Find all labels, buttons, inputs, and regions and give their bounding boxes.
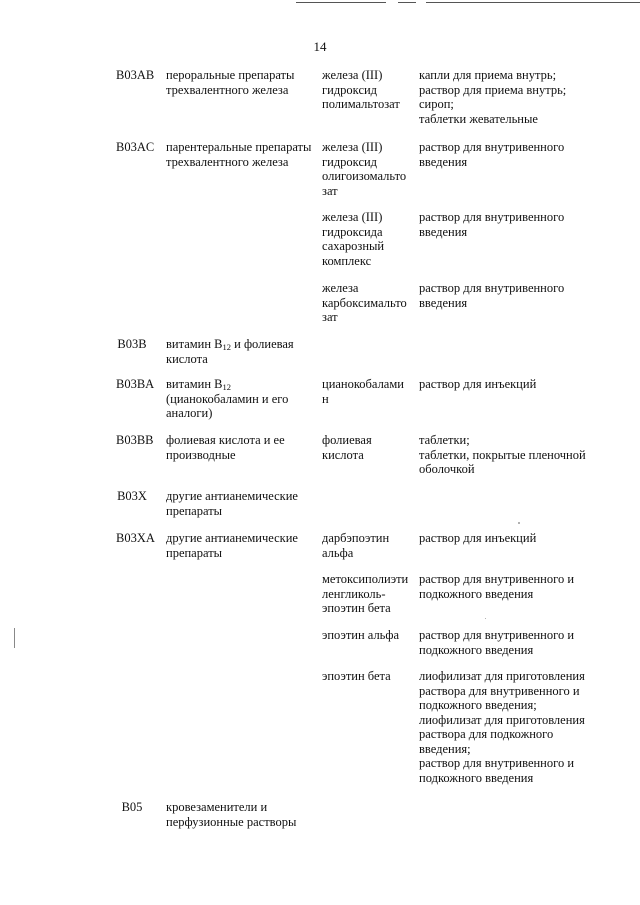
atc-code: B03AC [116,140,155,154]
pharmacological-group: парентеральные препараты трехвалентного железа [166,140,312,169]
drug-name: железа карбоксимальто зат [322,281,407,324]
atc-code: B03BB [116,433,154,447]
dosage-forms: капли для приема внутрь; раствор для приема внутрь; сироп; таблетки жевательные [419,68,567,126]
drug-name: железа (III) гидроксид полимальтозат [322,68,400,111]
pharmacological-group [166,377,318,421]
drug-name: дарбэпоэтин альфа [322,531,390,560]
pharmacological-group: фолиевая кислота и ее производные [166,433,285,462]
subscript-number: 12 [222,342,232,352]
dosage-forms: раствор для внутривенного и подкожного введения [419,572,575,601]
drug-name: фолиевая кислота [322,433,372,462]
dosage-forms: лиофилизат для приготовления раствора для внутривенного и подкожного введения; лиофилизат для приготовления раствора для подкожного введения; раствор для внутривенного и подкожного введения [419,669,585,785]
group-text: витамин B [166,377,223,391]
dosage-forms: раствор для внутривенного и подкожного введения [419,628,575,657]
page-number: 14 [313,39,327,54]
dosage-forms: раствор для внутривенного введения [419,140,565,169]
scan-margin-mark [14,628,15,648]
drug-name: цианокобалами н [322,377,404,406]
scan-speck [485,618,486,619]
dosage-forms: таблетки; таблетки, покрытые пленочной оболочкой [419,433,586,476]
drug-name: метоксиполиэти ленгликоль- эпоэтин бета [322,572,409,615]
pharmacological-group: кровезаменители и перфузионные растворы [166,800,297,829]
drug-name: железа (III) гидроксид олигоизомальто зат [322,140,407,198]
group-text: (цианокобаламин и его аналоги) [166,391,289,420]
subscript-number: 12 [222,382,232,392]
scan-top-rule [398,2,416,3]
atc-code: B03XA [116,531,155,545]
scan-top-rule [296,2,386,3]
dosage-forms: раствор для инъекций [419,531,537,545]
group-text: и фолиевая кислота [166,337,294,366]
drug-name: железа (III) гидроксида сахарозный комплекс [322,210,385,268]
atc-code: B03BA [116,377,155,391]
dosage-forms: раствор для внутривенного введения [419,281,565,310]
pharmacological-group [166,337,318,366]
atc-code: B03B [117,337,147,351]
atc-code: B03X [117,489,147,503]
atc-code: B03AB [116,68,155,82]
scan-speck [518,522,520,524]
atc-code: B05 [121,800,143,814]
pharmacological-group: пероральные препараты трехвалентного железа [166,68,295,97]
drug-name: эпоэтин бета [322,669,391,683]
group-text: витамин B [166,337,223,351]
pharmacological-group: другие антианемические препараты [166,489,298,518]
drug-name: эпоэтин альфа [322,628,400,642]
scan-top-rule [426,2,640,3]
dosage-forms: раствор для инъекций [419,377,537,391]
pharmacological-group: другие антианемические препараты [166,531,298,560]
dosage-forms: раствор для внутривенного введения [419,210,565,239]
